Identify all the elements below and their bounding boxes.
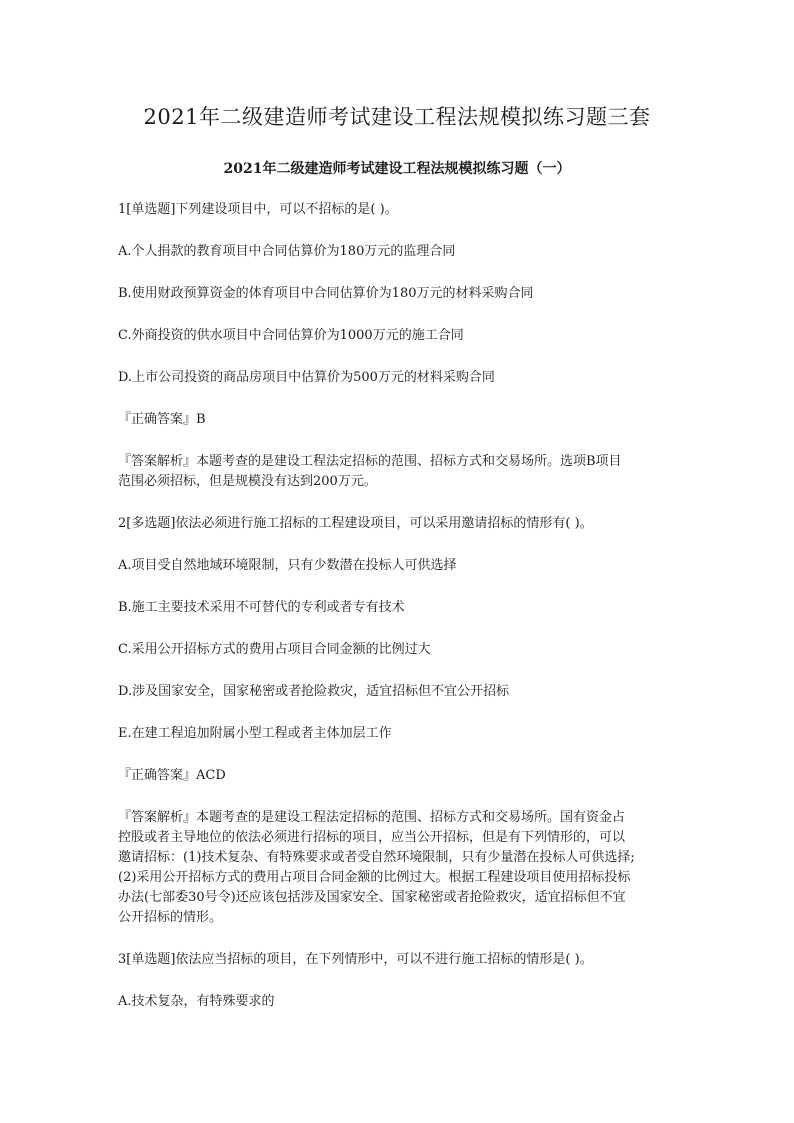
question-2-stem: 2[多选题]依法必须进行施工招标的工程建设项目，可以采用邀请招标的情形有( )。 xyxy=(118,516,593,531)
question-2-option-d: D.涉及国家安全，国家秘密或者抢险救灾，适宜招标但不宜公开招标 xyxy=(118,684,510,699)
question-1-option-c: C.外商投资的供水项目中合同估算价为1000万元的施工合同 xyxy=(118,328,464,343)
analysis-line: 『答案解析』本题考查的是建设工程法定招标的范围、招标方式和交易场所。国有资金占 xyxy=(118,810,626,825)
question-1-option-b: B.使用财政预算资金的体育项目中合同估算价为180万元的材料采购合同 xyxy=(118,286,534,301)
question-2-option-e: E.在建工程追加附属小型工程或者主体加层工作 xyxy=(118,726,392,741)
question-3-stem: 3[单选题]依法应当招标的项目，在下列情形中，可以不进行施工招标的情形是( )。 xyxy=(118,952,593,967)
question-2-option-b: B.施工主要技术采用不可替代的专利或者专有技术 xyxy=(118,600,405,615)
question-1-stem: 1[单选题]下列建设项目中，可以不招标的是( )。 xyxy=(118,202,398,217)
question-1-answer: 『正确答案』B xyxy=(118,412,206,427)
question-2-analysis xyxy=(118,808,680,928)
document-title: 2021年二级建造师考试建设工程法规模拟练习题三套 xyxy=(143,105,651,129)
analysis-line: 范围必须招标，但是规模没有达到200万元。 xyxy=(118,474,377,489)
analysis-line: 『答案解析』本题考查的是建设工程法定招标的范围、招标方式和交易场所。选项B项目 xyxy=(118,454,622,469)
analysis-line: 办法(七部委30号令)还应该包括涉及国家安全、国家秘密或者抢险救灾，适宜招标但不宜 xyxy=(118,890,626,905)
document-body xyxy=(118,200,680,1012)
analysis-line: 邀请招标：(1)技术复杂、有特殊要求或者受自然环境限制，只有少量潜在投标人可供选择; xyxy=(118,850,635,865)
question-2-answer: 『正确答案』ACD xyxy=(118,768,226,783)
question-2-option-a: A.项目受自然地域环境限制，只有少数潜在投标人可供选择 xyxy=(118,558,457,573)
question-1-option-d: D.上市公司投资的商品房项目中估算价为500万元的材料采购合同 xyxy=(118,370,495,385)
question-1-analysis xyxy=(118,452,680,492)
question-1-option-a: A.个人捐款的教育项目中合同估算价为180万元的监理合同 xyxy=(118,244,456,259)
analysis-line: (2)采用公开招标方式的费用占项目合同金额的比例过大。根据工程建设项目使用招标投标 xyxy=(118,870,631,885)
question-3-option-a: A.技术复杂，有特殊要求的 xyxy=(118,994,275,1009)
analysis-line: 控股或者主导地位的依法必须进行招标的项目，应当公开招标，但是有下列情形的，可以 xyxy=(118,830,626,845)
section-title: 2021年二级建造师考试建设工程法规模拟练习题（一） xyxy=(223,161,571,177)
question-2-option-c: C.采用公开招标方式的费用占项目合同金额的比例过大 xyxy=(118,642,431,657)
analysis-line: 公开招标的情形。 xyxy=(118,910,223,925)
